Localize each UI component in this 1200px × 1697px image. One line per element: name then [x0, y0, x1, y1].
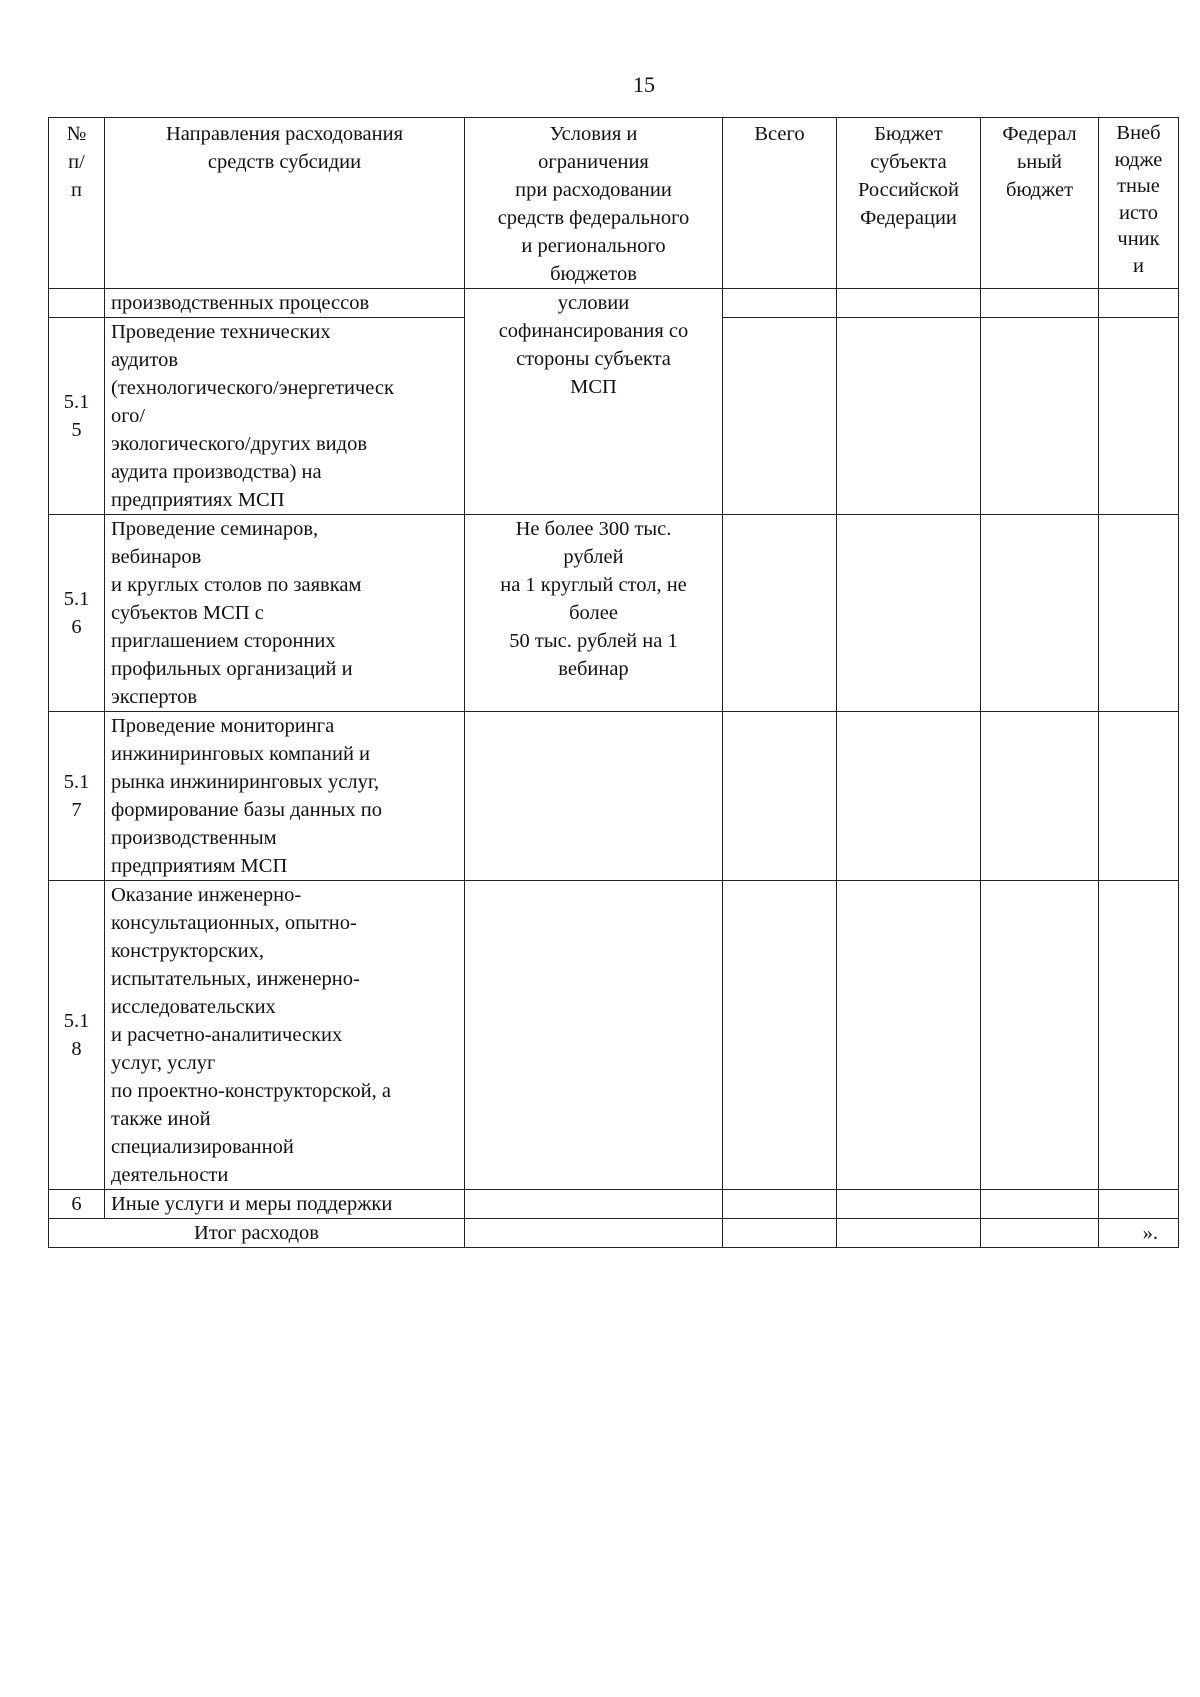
- row-extrabudget-cell: [1099, 712, 1179, 881]
- row-federal-cell: [981, 515, 1099, 712]
- row-num: 6: [49, 1190, 105, 1219]
- row-extrabudget-cell: [1099, 881, 1179, 1190]
- row-conditions: Не более 300 тыс. рублей на 1 круглый стол, не более 50 тыс. рублей на 1 вебинар: [465, 515, 723, 712]
- page-number: 15: [633, 72, 655, 97]
- row-conditions: [465, 712, 723, 881]
- row-regional-cell: [837, 1190, 981, 1219]
- row-federal-cell: [981, 1190, 1099, 1219]
- table-row: [49, 289, 1179, 318]
- row-regional-cell: [837, 289, 981, 318]
- table-header-row: [49, 118, 1179, 289]
- table-row: [49, 515, 1179, 712]
- total-regional-cell: [837, 1219, 981, 1248]
- row-num: [49, 289, 105, 318]
- row-total-cell: [723, 289, 837, 318]
- row-direction: Оказание инженерно- консультационных, опытно- конструкторских, испытательных, инженерно- исследовательских и расчетно-аналитических услуг, услуг по проектно-конструкторской, а также иной специализированной деятельности: [105, 881, 465, 1190]
- row-regional-cell: [837, 318, 981, 515]
- row-total-cell: [723, 515, 837, 712]
- row-federal-cell: [981, 881, 1099, 1190]
- row-conditions: [465, 1190, 723, 1219]
- row-num: 5.1 7: [49, 712, 105, 881]
- row-direction: Проведение семинаров, вебинаров и круглых столов по заявкам субъектов МСП с приглашением сторонних профильных организаций и экспертов: [105, 515, 465, 712]
- row-num: 5.1 8: [49, 881, 105, 1190]
- total-total-cell: [723, 1219, 837, 1248]
- row-federal-cell: [981, 712, 1099, 881]
- closing-quote: ».: [1099, 1219, 1179, 1248]
- row-num: 5.1 6: [49, 515, 105, 712]
- row-regional-cell: [837, 712, 981, 881]
- row-extrabudget-cell: [1099, 318, 1179, 515]
- row-direction: Проведение технических аудитов (технологического/энергетическ ого/ экологического/других видов аудита производства) на предприятиях МСП: [105, 318, 465, 515]
- row-total-cell: [723, 1190, 837, 1219]
- total-row: [49, 1219, 1179, 1248]
- row-total-cell: [723, 881, 837, 1190]
- row-conditions: условии софинансирования со стороны субъекта МСП: [465, 289, 723, 515]
- total-federal-cell: [981, 1219, 1099, 1248]
- row-extrabudget-cell: [1099, 515, 1179, 712]
- row-direction: Проведение мониторинга инжиниринговых компаний и рынка инжиниринговых услуг, формирование базы данных по производственным предприятиям МСП: [105, 712, 465, 881]
- row-total-cell: [723, 712, 837, 881]
- header-federal-budget: Федерал ьный бюджет: [981, 118, 1099, 289]
- row-regional-cell: [837, 515, 981, 712]
- total-label: Итог расходов: [49, 1219, 465, 1248]
- table-row: [49, 712, 1179, 881]
- header-regional-budget: Бюджет субъекта Российской Федерации: [837, 118, 981, 289]
- row-direction: Иные услуги и меры поддержки: [105, 1190, 465, 1219]
- row-extrabudget-cell: [1099, 289, 1179, 318]
- row-federal-cell: [981, 289, 1099, 318]
- row-conditions: [465, 881, 723, 1190]
- header-conditions: Условия и ограничения при расходовании средств федерального и регионального бюджетов: [465, 118, 723, 289]
- row-direction: производственных процессов: [105, 289, 465, 318]
- row-extrabudget-cell: [1099, 1190, 1179, 1219]
- header-direction: Направления расходования средств субсидии: [105, 118, 465, 289]
- total-conditions-cell: [465, 1219, 723, 1248]
- header-num: № п/ п: [49, 118, 105, 289]
- table-row: [49, 881, 1179, 1190]
- table-row: [49, 1190, 1179, 1219]
- expenses-table: [48, 117, 1179, 1248]
- header-total: Всего: [723, 118, 837, 289]
- row-federal-cell: [981, 318, 1099, 515]
- row-total-cell: [723, 318, 837, 515]
- row-regional-cell: [837, 881, 981, 1190]
- header-extrabudget: Внеб юдже тные исто чник и: [1099, 118, 1179, 289]
- row-num: 5.1 5: [49, 318, 105, 515]
